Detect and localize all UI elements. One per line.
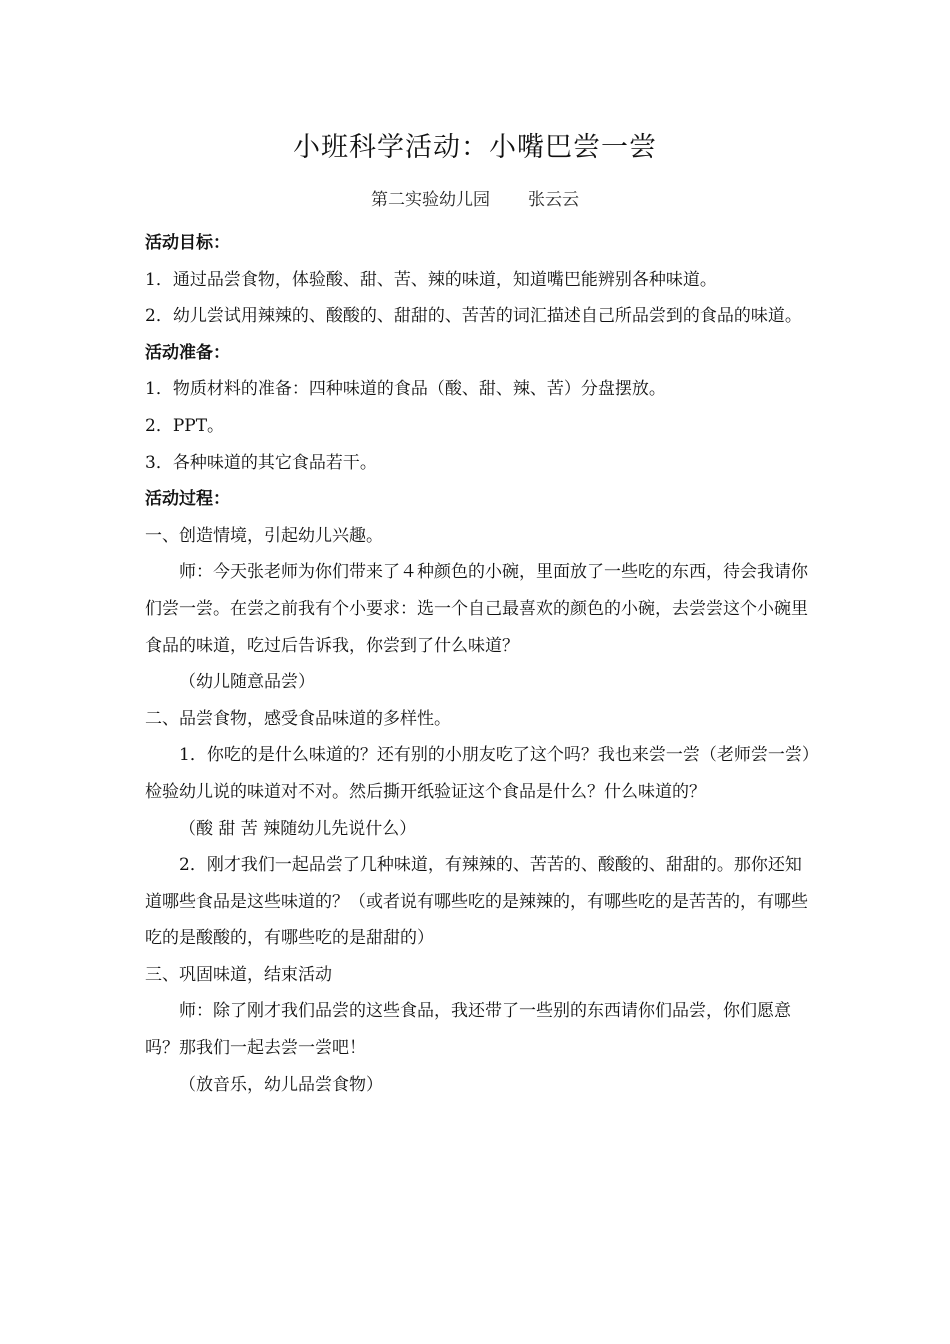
byline [0,186,950,214]
goals-heading: 活动目标： [145,233,230,253]
step-note: （酸 甜 苦 辣随幼儿先说什么） [179,818,417,839]
step-paragraph: 师：除了刚才我们品尝的这些食品，我还带了一些别的东西请你们品尝，你们愿意吗？那我们一起去尝一尝吧！ [145,1001,791,1059]
goal-item: 2．幼儿尝试用辣辣的、酸酸的、甜甜的、苦苦的词汇描述自己所品尝到的食品的味道。 [145,306,802,327]
step-title: 一、创造情境，引起幼儿兴趣。 [145,525,383,546]
prep-item: 2．PPT。 [145,415,225,436]
step-paragraph: 1．你吃的是什么味道的？还有别的小朋友吃了这个吗？我也来尝一尝（老师尝一尝）检验幼儿说的味道对不对。然后撕开纸验证这个食品是什么？什么味道的？ [145,745,811,802]
step-paragraph: 2．刚才我们一起品尝了几种味道，有辣辣的、苦苦的、酸酸的、甜甜的。那你还知道哪些食品是这些味道的？（或者说有哪些吃的是辣辣的，有哪些吃的是苦苦的，有哪些吃的是酸酸的，有哪些吃的是甜甜的） [145,855,808,949]
prep-item: 3．各种味道的其它食品若干。 [145,452,377,473]
prep-item: 1．物质材料的准备：四种味道的食品（酸、甜、辣、苦）分盘摆放。 [145,379,666,400]
step-note: （放音乐，幼儿品尝食物） [179,1074,383,1095]
goal-item: 1．通过品尝食物，体验酸、甜、苦、辣的味道，知道嘴巴能辨别各种味道。 [145,269,717,290]
step-note: （幼儿随意品尝） [179,672,315,693]
step-title: 二、品尝食物，感受食品味道的多样性。 [145,708,451,729]
process-heading: 活动过程： [145,489,230,510]
document-title: 小班科学活动：小嘴巴尝一尝 [293,132,657,163]
author-name: 张云云 [528,190,579,210]
step-title: 三、巩固味道，结束活动 [145,964,332,985]
prep-heading: 活动准备： [145,342,230,363]
document-body [145,225,813,1103]
school-name: 第二实验幼儿园 [371,190,490,210]
step-paragraph: 师：今天张老师为你们带来了４种颜色的小碗，里面放了一些吃的东西，待会我请你们尝一尝。在尝之前我有个小要求：选一个自己最喜欢的颜色的小碗，去尝尝这个小碗里食品的味道，吃过后告诉我，你尝到了什么味道？ [145,562,808,656]
